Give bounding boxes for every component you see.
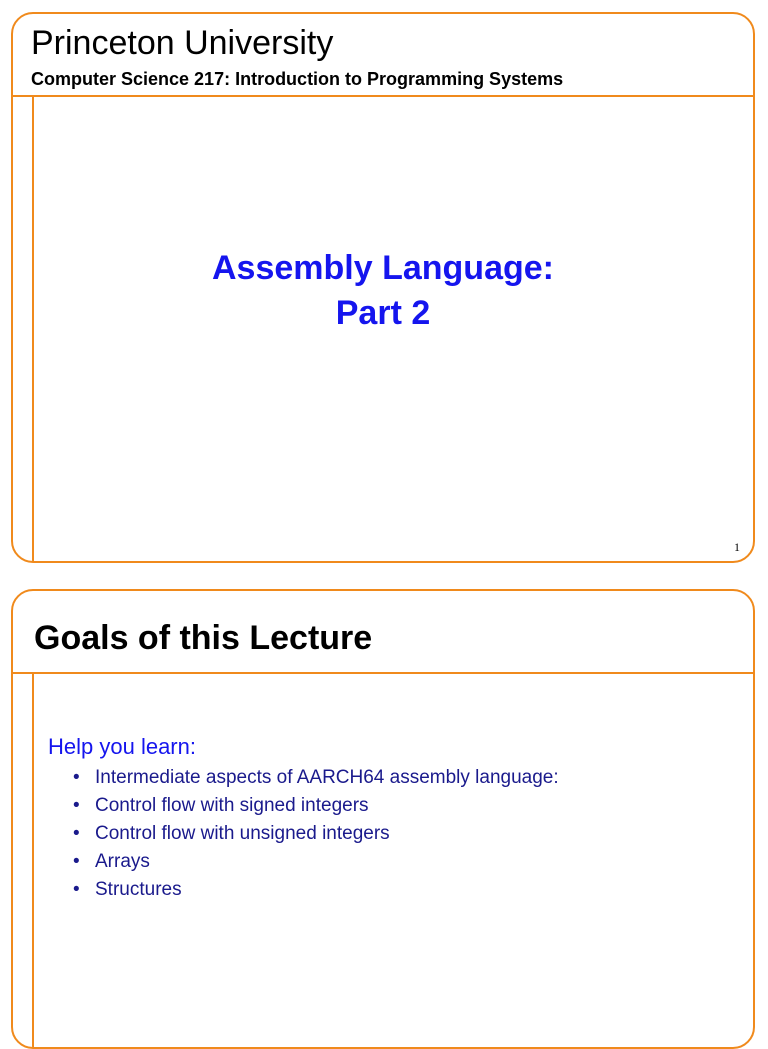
- list-item: • Intermediate aspects of AARCH64 assembly language:: [73, 764, 559, 792]
- goals-slide: [11, 589, 755, 1049]
- bullet-icon: •: [73, 767, 80, 788]
- slide-title-line-1: Assembly Language:: [212, 249, 554, 287]
- list-item: • Control flow with unsigned integers: [73, 820, 559, 848]
- goals-list: [73, 764, 559, 904]
- slide-title: [13, 246, 753, 336]
- header-divider: [13, 95, 753, 97]
- bullet-icon: •: [73, 851, 80, 872]
- list-item: • Control flow with signed integers: [73, 792, 559, 820]
- title-slide: [11, 12, 755, 563]
- intro-text: Help you learn:: [48, 734, 196, 759]
- bullet-icon: •: [73, 879, 80, 900]
- list-item: • Structures: [73, 876, 559, 904]
- bullet-icon: •: [73, 795, 80, 816]
- page-number: 1: [734, 540, 740, 554]
- list-item: • Arrays: [73, 848, 559, 876]
- left-margin-rule: [32, 674, 34, 1047]
- course-name: Computer Science 217: Introduction to Programming Systems: [31, 69, 564, 89]
- slide-title-line-2: Part 2: [335, 294, 431, 332]
- slide-heading: Goals of this Lecture: [34, 619, 373, 657]
- university-name: Princeton University: [31, 24, 334, 62]
- bullet-icon: •: [73, 823, 80, 844]
- header-divider: [13, 672, 753, 674]
